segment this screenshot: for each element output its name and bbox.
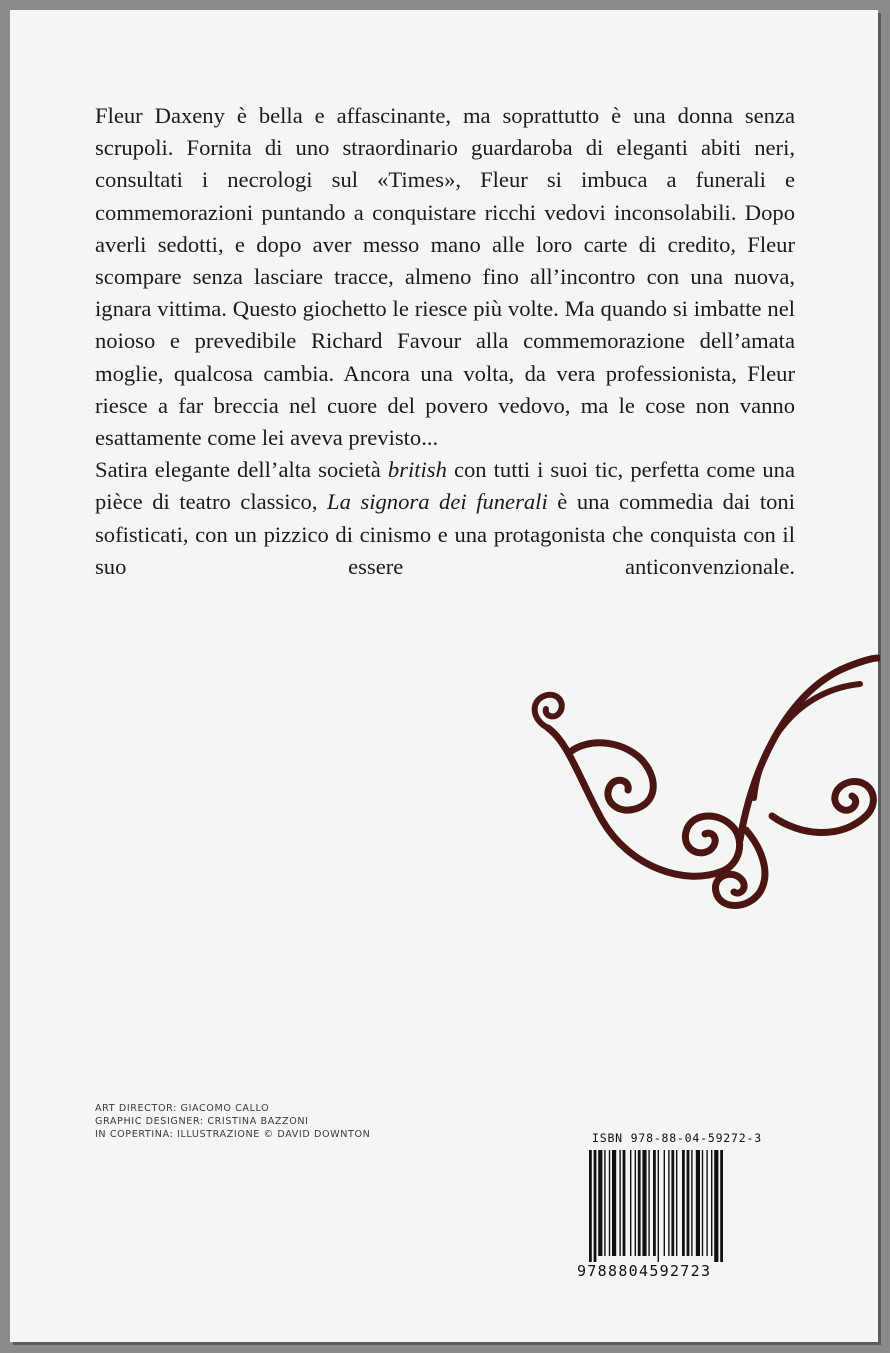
barcode-bar [676,1150,677,1256]
blurb-paragraph-2-text-a: Satira elegante dell’alta società [95,457,388,483]
credit-art-director: ART DIRECTOR: GIACOMO CALLO [95,1103,270,1114]
barcode-bar [623,1150,626,1256]
barcode-bar [691,1150,692,1256]
credit-graphic-designer: GRAPHIC DESIGNER: CRISTINA BAZZONI [95,1116,309,1127]
barcode-bar [668,1150,669,1256]
barcode-bar [612,1150,616,1256]
barcode-bar [609,1150,610,1256]
barcode-digits: 9788804592723 [577,1262,712,1280]
barcode-bar [648,1150,649,1256]
barcode-bar [619,1150,620,1256]
blurb-paragraph-2 [95,454,795,583]
barcode-bar [696,1150,700,1256]
barcode-bar [635,1150,636,1256]
blurb-paragraph-1: Fleur Daxeny è bella e affascinante, ma soprattutto è una donna senza scrupoli. Fornita di uno straordinario guardaroba di eleganti abiti neri, consultati i necrologi sul «Times», Fleur si imbuca a funerali e commemorazioni puntando a conquistare ricchi vedovi inconsolabili. Dopo averli sedotti, e dopo aver messo mano alle loro carte di credito, Fleur scompare senza lasciare tracce, almeno fino all’incontro con una nuova, ignara vittima. Questo giochetto le riesce più volte. Ma quando si imbatte nel noioso e prevedibile Richard Favour alla commemorazione dell’amata moglie, qualcosa cambia. Ancora una volta, da vera professionista, Fleur riesce a far breccia nel cuore del povero vedovo, ma le cose non vanno esattamente come lei aveva previsto... [95,103,795,451]
credits-block [95,1102,370,1141]
barcode-bar [687,1150,690,1256]
barcode-bar [702,1150,703,1256]
barcode-bar [598,1150,602,1256]
barcode-bar [714,1150,718,1262]
barcode-bar [638,1150,641,1256]
barcode-bar [671,1150,674,1256]
barcode-bar [720,1150,723,1262]
blurb-paragraph-2-text-c: è una commedia dai toni sofisticati, con un pizzico di cinismo e una protagonista che conquista con il suo essere anticonvenzionale. [95,489,795,579]
barcode-icon [589,1150,769,1262]
barcode-bar [604,1150,605,1256]
swirl-ornament-icon [510,640,880,920]
barcode-bar [630,1150,631,1256]
credit-cover-illustration: IN COPERTINA: ILLUSTRAZIONE © DAVID DOWNTON [95,1129,371,1140]
barcode-bar [658,1150,659,1262]
blurb-italic-title: La signora dei funerali [327,489,548,515]
barcode-bar [594,1150,597,1262]
barcode-bar [589,1150,592,1262]
swirl-ornament-strokes [535,658,878,906]
blurb-text [95,100,795,583]
blurb-italic-british: british [387,457,447,483]
barcode-bar [711,1150,712,1256]
barcode-bar [642,1150,646,1256]
isbn-label: ISBN 978-88-04-59272-3 [592,1131,762,1145]
barcode-bar [664,1150,665,1256]
barcode-bar [682,1150,685,1256]
blurb-paragraph-2-text-b: con tutti i suoi tic, perfetta come una pièce di teatro classico, [95,457,795,515]
barcode-bar [706,1150,707,1256]
barcode-bar [653,1150,656,1256]
